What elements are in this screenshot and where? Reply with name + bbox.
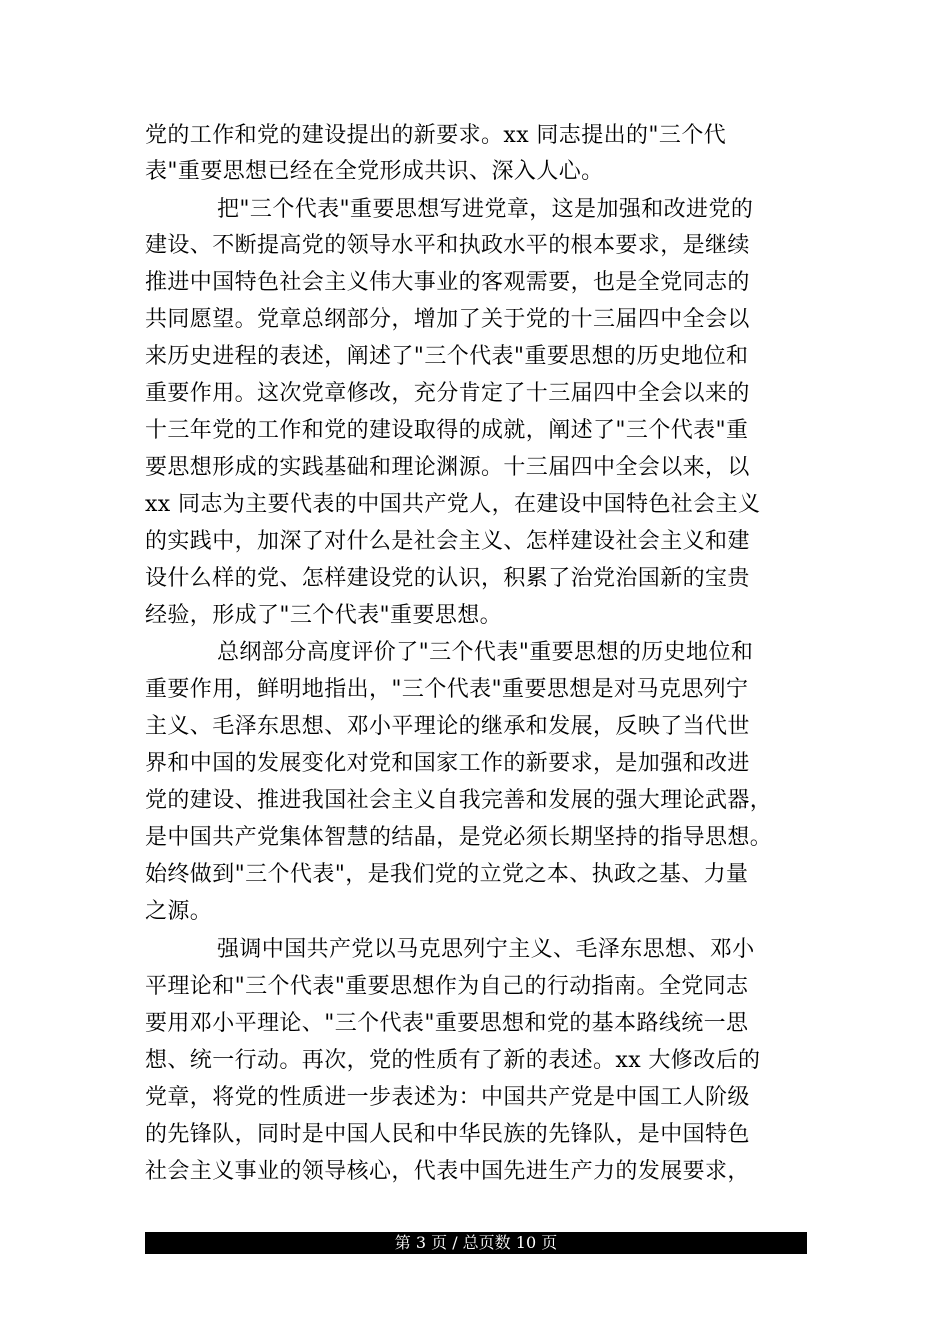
text-line: 重要作用。这次党章修改，充分肯定了十三届四中全会以来的 — [145, 381, 750, 406]
page-number: 第 3 页 / 总页数 10 页 — [394, 1233, 558, 1252]
text-line: 重要作用，鲜明地指出，"三个代表"重要思想是对马克思列宁 — [145, 677, 749, 702]
text-line: 要用邓小平理论、"三个代表"重要思想和党的基本路线统一思 — [145, 1011, 749, 1036]
text-line: 的实践中，加深了对什么是社会主义、怎样建设社会主义和建 — [145, 529, 750, 554]
text-line: 主义、毛泽东思想、邓小平理论的继承和发展，反映了当代世 — [145, 714, 750, 739]
text-line: 表"重要思想已经在全党形成共识、深入人心。 — [145, 159, 604, 184]
text-line: 经验，形成了"三个代表"重要思想。 — [145, 603, 503, 628]
text-line: 想、统一行动。再次，党的性质有了新的表述。xx 大修改后的 — [145, 1048, 761, 1073]
paragraph-first-line: 总纲部分高度评价了"三个代表"重要思想的历史地位和 — [217, 640, 754, 665]
text-line: xx 同志为主要代表的中国共产党人，在建设中国特色社会主义 — [145, 492, 761, 517]
text-line: 党的建设、推进我国社会主义自我完善和发展的强大理论武器， — [145, 788, 773, 813]
text-line: 党的工作和党的建设提出的新要求。xx 同志提出的"三个代 — [145, 123, 727, 148]
text-line: 共同愿望。党章总纲部分，增加了关于党的十三届四中全会以 — [145, 307, 750, 332]
text-line: 之源。 — [145, 899, 213, 924]
text-line: 社会主义事业的领导核心，代表中国先进生产力的发展要求， — [145, 1159, 750, 1184]
text-line: 是中国共产党集体智慧的结晶，是党必须长期坚持的指导思想。 — [145, 825, 773, 850]
paragraph-first-line: 把"三个代表"重要思想写进党章，这是加强和改进党的 — [217, 197, 754, 222]
page-footer — [145, 1232, 807, 1254]
text-line: 的先锋队，同时是中国人民和中华民族的先锋队，是中国特色 — [145, 1122, 750, 1147]
text-line: 平理论和"三个代表"重要思想作为自己的行动指南。全党同志 — [145, 974, 749, 999]
text-line: 设什么样的党、怎样建设党的认识，积累了治党治国新的宝贵 — [145, 566, 750, 591]
text-line: 始终做到"三个代表"，是我们党的立党之本、执政之基、力量 — [145, 862, 749, 887]
text-line: 来历史进程的表述，阐述了"三个代表"重要思想的历史地位和 — [145, 344, 749, 369]
paragraph-first-line: 强调中国共产党以马克思列宁主义、毛泽东思想、邓小 — [217, 937, 755, 962]
text-line: 建设、不断提高党的领导水平和执政水平的根本要求，是继续 — [145, 233, 750, 258]
text-line: 要思想形成的实践基础和理论渊源。十三届四中全会以来，以 — [145, 455, 750, 480]
text-line: 党章，将党的性质进一步表述为：中国共产党是中国工人阶级 — [145, 1085, 750, 1110]
text-line: 推进中国特色社会主义伟大事业的客观需要，也是全党同志的 — [145, 270, 750, 295]
text-line: 界和中国的发展变化对党和国家工作的新要求，是加强和改进 — [145, 751, 750, 776]
text-line: 十三年党的工作和党的建设取得的成就，阐述了"三个代表"重 — [145, 418, 749, 443]
